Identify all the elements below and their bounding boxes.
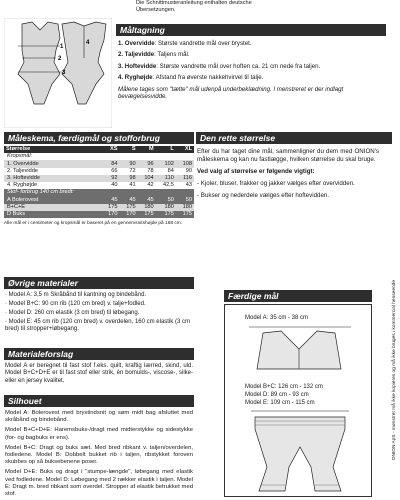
size-table-wrap — [4, 146, 194, 227]
model-bcde-labels — [245, 383, 323, 407]
table-row: 4. Ryghøjde 40 41 42 42,5 43 — [4, 182, 194, 189]
body-measure-figure — [4, 18, 112, 128]
model-d-label: Model D: 89 cm - 93 cm — [245, 392, 309, 399]
materialer-header — [4, 277, 194, 289]
materialeforslag-title: Materialeforslag — [8, 349, 74, 359]
silhouet-para: Model D+E: Buks og dragt i "stumpe-længde", løbegang med elastik ved fodledene. Model D: Løbegang med 2 rækker elastik i taljen. Model E: Dragt m. bred ribkant som overdel. Stropper af elastik betrukket med stof. — [5, 469, 193, 498]
materialer-title: Øvrige materialer — [8, 278, 78, 288]
maaltagning-note: Målene tages som "tætte" mål udenpå underbeklædning. I menstreret er der indlagt bevægelsesvidde. — [118, 85, 344, 101]
model-a-label: Model A: 35 cm - 38 cm — [245, 315, 309, 321]
harem-pants-drawing — [241, 407, 359, 495]
top-note-line1: Die Schnittmusteranleitung enthalten deutsche — [136, 0, 252, 6]
svg-text:3: 3 — [62, 70, 66, 76]
table-row: A Bolerovest 45 45 45 50 50 — [4, 196, 194, 203]
silhouet-body — [5, 410, 193, 498]
rette-p2: Ved valg af størrelse er følgende vigtigt: — [197, 168, 315, 176]
rette-title: Den rette størrelse — [200, 133, 276, 143]
materialeforslag-header — [4, 348, 194, 360]
materialer-list — [5, 292, 193, 335]
faerdige-title: Færdige mål — [228, 291, 279, 301]
materialer-item: · Model E: 45 cm rib (120 cm bred) v. overdelen, 160 cm elastik (3 cm bred) til stropper+løbegang. — [5, 318, 190, 333]
maaltagning-header — [116, 24, 386, 36]
rette-body — [197, 148, 379, 200]
rette-header — [196, 132, 392, 144]
silhouet-para: Model B+C: Dragt og buks sæt. Med bred ribkant v. taljen/overdelen, fodledene. Model B: Dobbelt bukket rib i taljen, ribstykket foroven skubbes op så buksebenene poser. — [5, 444, 193, 466]
materialer-item: · Model B+C: 90 cm rib (120 cm bred) v. talje+fodled. — [5, 300, 146, 307]
measure-item: 2. Taljevidde: Taljens mål. — [118, 51, 190, 59]
maaleskema-header — [4, 132, 194, 144]
table-row: D Buks 170 170 175 175 175 — [4, 211, 194, 218]
size-table — [4, 146, 194, 218]
model-e-label: Model E: 109 cm - 115 cm — [245, 400, 315, 407]
silhouet-para: Model B+C+D+E: Haremsbuks-/dragt med midterstykke og sidestykke (for- og bagbuks er ens). — [5, 427, 193, 441]
measure-item: 1. Overvidde: Største vandrette mål over brystet. — [118, 40, 252, 47]
table-row: 2. Taljevidde 66 72 78 84 90 — [4, 168, 194, 175]
rette-bullet: - Kjoler, bluser, frakker og jakker vælges efter overvidden. — [197, 179, 355, 187]
faerdige-box — [224, 304, 372, 497]
table-note: Alle mål er i centimeter og kropsmål er baseret på en gennemsnitshøjde på 168 cm. — [4, 220, 183, 226]
svg-text:2: 2 — [58, 56, 62, 62]
rette-bullet: - Bukser og nederdele vælges efter hoftevidden. — [197, 192, 330, 200]
measure-item: 4. Ryghøjde: Afstand fra øverste nakkehvirvel til talje. — [118, 74, 264, 82]
rette-p1: Efter du har taget dine mål, sammenligner du dem med ONION's måleskema og kan nu fastlægge, hvilken størrelse du skal bruge. — [197, 148, 379, 163]
materialer-item: · Model D: 260 cm elastik (3 cm bred) til løbegang. — [5, 309, 140, 316]
bolero-vest-drawing — [241, 323, 359, 373]
maaltagning-list — [118, 40, 390, 105]
model-bc-label: Model B+C: 126 cm - 132 cm — [245, 384, 323, 390]
silhouet-para: Model A: Bolerovest med brystindsnit og søm midt bag afsluttet med skråbånd og bindebånd. — [5, 410, 193, 424]
maaltagning-title: Måltagning — [120, 25, 165, 35]
table-row: 1. Overvidde 84 90 96 102 108 — [4, 160, 194, 167]
section-label: Stof- forbrug 140 cm bredt: — [4, 189, 101, 196]
svg-text:1: 1 — [60, 44, 64, 50]
svg-text:4: 4 — [86, 40, 90, 46]
size-table-header: Størrelse XS S M L XL — [6, 146, 192, 153]
materialer-item: · Model A: 3,5 m Skråbånd til kantning og bindebånd. — [5, 292, 147, 298]
silhouet-title: Silhouet — [8, 396, 42, 406]
copyright-vertical-text: ONION ApS - mønstret må ikke kopieres og må ikke bruges i kommercial henseende — [392, 280, 398, 461]
silhouet-header — [4, 395, 194, 407]
top-note-line2: Übersetzungen. — [136, 6, 176, 13]
materialeforslag-text: Model A er beregnet til fast stof f.eks. quilt, kraftig lærred, skind, uld. Model B+C+D+E er til fast stof eller strik, én bomulds-, viscose-, silke- eller en jersey kvalitet. — [5, 363, 193, 384]
maaleskema-title: Måleskema, færdigmål og stofforbrug — [8, 133, 160, 143]
faerdige-header — [224, 290, 372, 302]
section-label: Kropsmål: — [4, 153, 101, 160]
table-row: B+C+E 175 175 180 180 180 — [4, 204, 194, 211]
table-row: 3. Hoftevidde 92 98 104 110 116 — [4, 175, 194, 182]
measure-item: 3. Hoftevidde: Største vandrette mål over hoften ca. 21 cm nede fra taljen. — [118, 62, 321, 70]
